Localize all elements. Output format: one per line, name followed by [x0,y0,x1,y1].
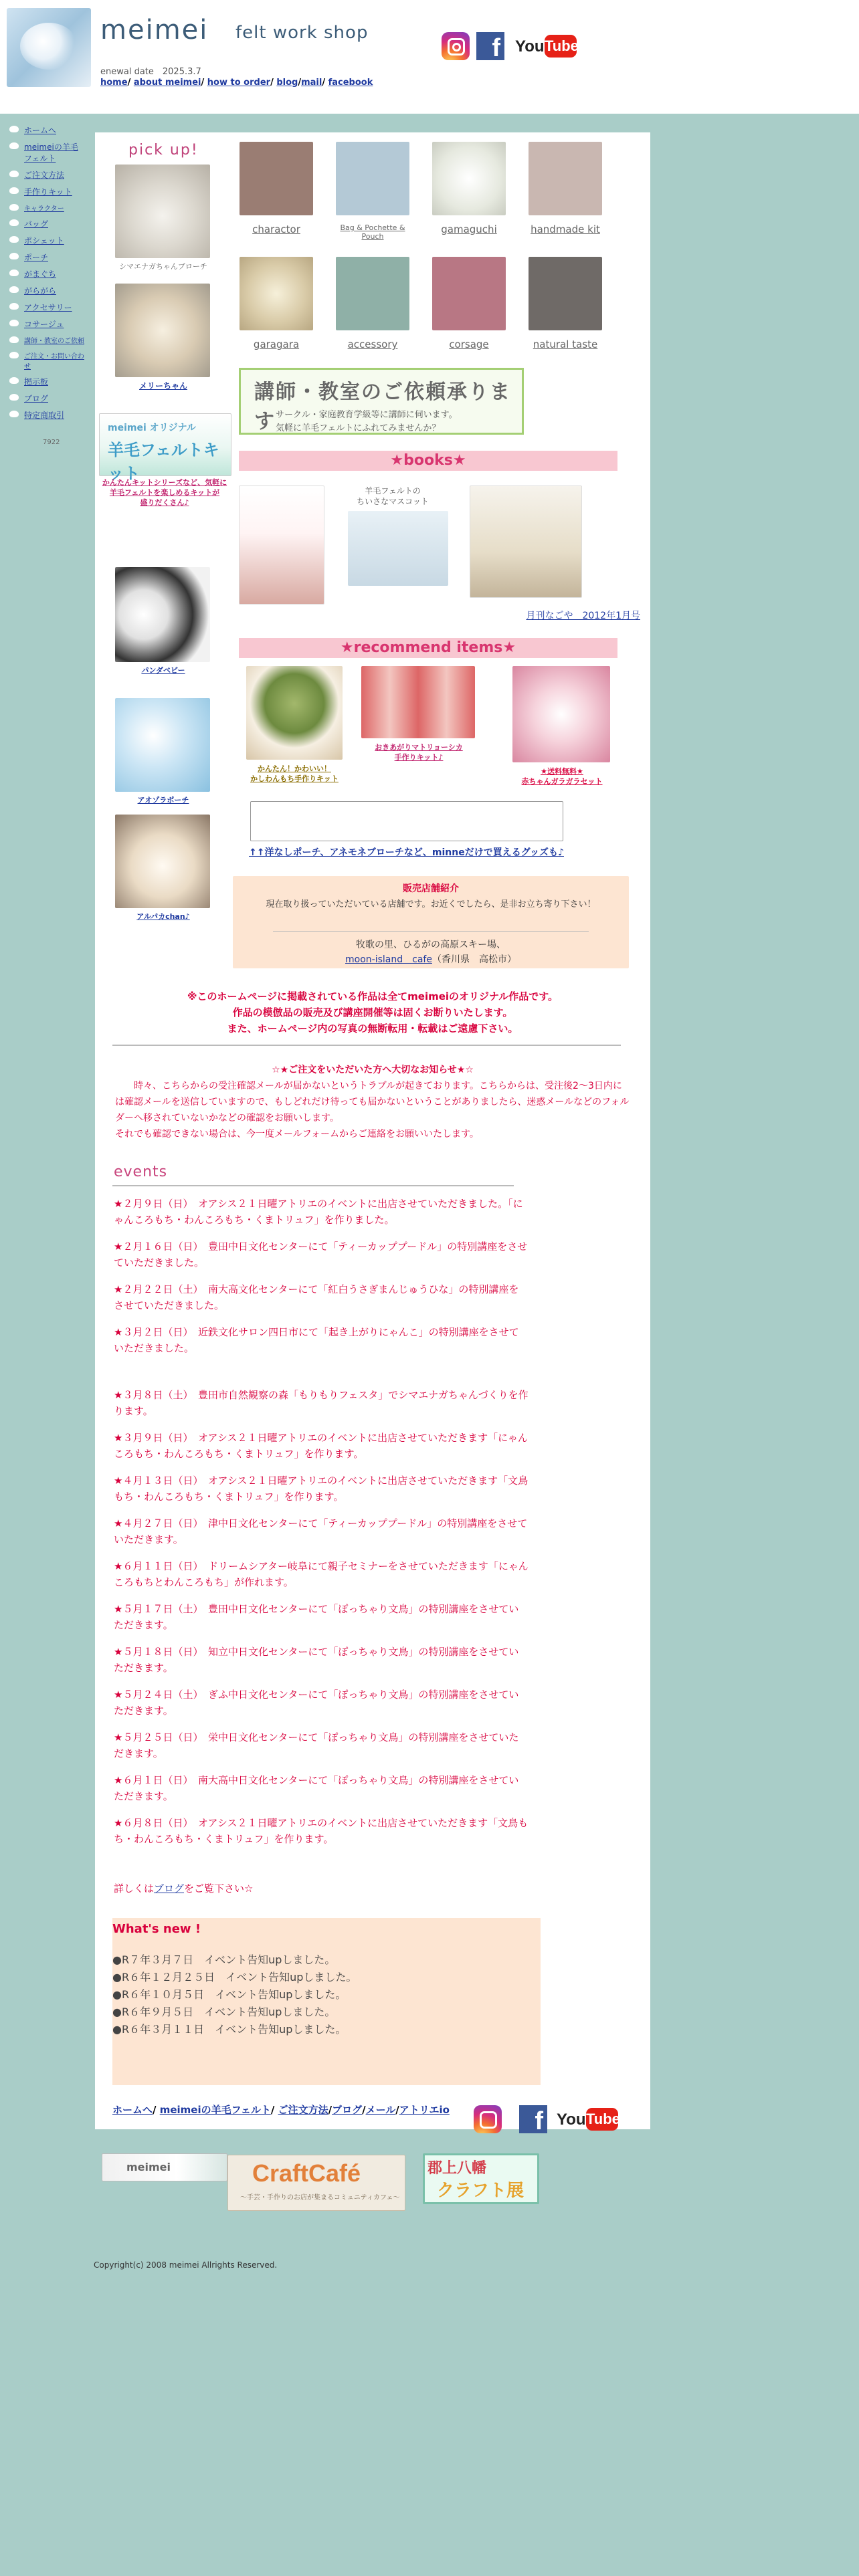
sidebar-item-felt[interactable]: meimeiの羊毛フェルト [9,141,84,164]
cloud-bullet-icon [9,286,19,293]
event-item: ★６月８日（日） オアシス２１日曜アトリエのイベントに出店させていただきます「文鳥もち・わんころもち・くまトリュフ」を作ります。 [114,1817,529,1845]
sidebar-item-gamaguchi[interactable]: がまぐち [9,268,84,280]
recommend-photo-kashiwamochi[interactable] [246,666,343,760]
event-item: ★３月８日（土） 豊田市自然観察の森「もりもりフェスタ」でシマエナガちゃんづくりを作ります。 [114,1389,529,1417]
event-item: ★３月２日（日） 近鉄文化サロン四日市にて「起き上がりにゃんこ」の特別講座をさせていただきました。 [114,1326,519,1354]
cloud-bullet-icon [9,411,19,417]
lecture-banner[interactable] [239,368,524,435]
sidebar-item-garagara[interactable]: がらがら [9,285,84,296]
category-image[interactable] [336,142,409,215]
whats-new-item: ●R７年３月７日 イベント告知upしました。 [112,1953,336,1966]
lecture-banner-line1: サークル・家庭教育学級等に講師に伺います。 [276,410,458,420]
renewal-date: enewal date 2025.3.7 [100,67,201,77]
whats-new-box [112,1918,541,2085]
events-divider [112,1185,514,1186]
footer-banner-meimei[interactable]: meimei [102,2153,227,2181]
cloud-bullet-icon [9,303,19,310]
pickup-photo-shimaenaga[interactable] [115,165,210,258]
pickup-caption-aozora-pouch[interactable]: アオゾラポーチ [137,796,189,804]
pickup-photo-merry[interactable] [115,284,210,377]
event-item: ★６月１日（日） 南大高中日文化センターにて「ぽっちゃり文鳥」の特別講座をさせていただきます。 [114,1774,519,1802]
event-item: ★５月２４日（土） ぎふ中日文化センターにて「ぽっちゃり文鳥」の特別講座をさせていただきます。 [114,1689,519,1717]
event-item: ★５月２５日（日） 栄中日文化センターにて「ぽっちゃり文鳥」の特別講座をさせていただきます。 [114,1731,519,1759]
whats-new-list [112,1951,357,2038]
cloud-bullet-icon [9,253,19,259]
sidebar-item-character[interactable]: キャラクター [9,203,84,213]
category-image[interactable] [529,257,602,330]
youtube-icon[interactable]: You Tube [515,35,575,59]
sidebar-item-board[interactable]: 掲示板 [9,376,84,387]
store-link-moon-island[interactable]: moon-island cafe [345,954,432,965]
top-nav: home/ about meimei/ how to order/ blog/mail/ facebook [100,78,373,88]
event-item: ★５月１７日（土） 豊田中日文化センターにて「ぽっちゃり文鳥」の特別講座をさせていただきます。 [114,1603,519,1631]
pickup-title: pick up! [128,142,199,158]
pickup-photo-aozora-pouch[interactable] [115,698,210,792]
nav-about[interactable]: about meimei [133,78,201,88]
event-item: ★４月１３日（日） オアシス２１日曜アトリエのイベントに出店させていただきます「文鳥もち・わんころもち・くまトリュフ」を作ります。 [114,1475,529,1503]
event-item: ★２月１６日（日） 豊田中日文化センターにて「ティーカッププードル」の特別講座をさせていただきました。 [114,1241,528,1269]
pickup-caption-alpaca[interactable]: アルパカchan♪ [136,912,190,921]
store-box-divider [273,931,589,932]
category-image[interactable] [529,142,602,215]
sidebar-nav [9,124,84,426]
order-notice [115,1062,630,1142]
event-item: ★３月９日（日） オアシス２１日曜アトリエのイベントに出店させていただきます「にゃんころもち・わんころもち・くまトリュフ」を作ります。 [114,1432,528,1460]
sidebar-item-lecture[interactable]: 講師・教室のご依頼 [9,335,84,345]
pickup-photo-alpaca[interactable] [115,815,210,908]
store-box-title: 販売店舗紹介 [403,883,459,894]
main-content [95,132,650,2133]
whats-new-item: ●R６年１２月２５日 イベント告知upしました。 [112,1971,357,1983]
nav-how-to-order[interactable]: how to order [207,78,271,88]
recommend-heading: ★recommend items★ [239,638,617,658]
footer-link-blog[interactable]: ブログ [332,2104,363,2116]
category-image[interactable] [336,257,409,330]
events-detail-line: 詳しくはブログをご覧下さい☆ [114,1883,254,1895]
cloud-bullet-icon [9,394,19,401]
sidebar-item-blog[interactable]: ブログ [9,393,84,404]
category-image[interactable] [432,142,506,215]
books-heading: ★books★ [239,451,617,471]
category-garagara[interactable]: garagara [240,257,313,350]
category-bag[interactable]: Bag & Pochette & Pouch [336,142,409,241]
copyright-notice: ※このホームページに掲載されている作品は全てmeimeiのオリジナル作品です。 作品の模倣品の販売及び講座開催等は固くお断りいたします。 また、ホームページ内の写真の無断転用・転載はご遠慮下さい。 [187,990,559,1035]
minne-banner-image[interactable] [250,801,563,841]
pickup-photo-panda[interactable] [115,567,210,662]
sidebar-item-accessory[interactable]: アクセサリー [9,302,84,313]
footer-link-atelier[interactable]: アトリエio [399,2104,450,2116]
order-notice-title: ☆★ご注文をいただいた方へ大切なお知らせ★☆ [272,1065,474,1075]
logo-image[interactable] [7,8,91,87]
pickup-caption-panda[interactable]: パンダベビー [141,666,185,675]
sidebar-item-bag[interactable]: バッグ [9,218,84,229]
category-image[interactable] [432,257,506,330]
sidebar-item-contact[interactable]: ご注文・お問い合わせ [9,350,84,370]
nav-mail[interactable]: mail [301,78,322,88]
event-item: ★２月９日（日） オアシス２１日曜アトリエのイベントに出店させていただきました。「にゃんころもち・わんころもち・くまトリュフ」を作りました。 [114,1198,523,1226]
nav-home[interactable]: home [100,78,128,88]
sidebar-item-home[interactable]: ホームへ [9,124,84,136]
nav-blog[interactable]: blog [276,78,298,88]
cloud-bullet-icon [9,171,19,177]
nav-facebook[interactable]: facebook [328,78,373,88]
pickup-caption-merry[interactable]: メリーちゃん [138,381,187,391]
sidebar-item-legal[interactable]: 特定商取引 [9,409,84,421]
kit-banner[interactable]: meimei オリジナル 羊毛フェルトキット [99,413,231,476]
recommend-caption-matryoshka[interactable]: おきあがりマトリョーシカ 手作りキット♪ [375,743,463,762]
divider-line [112,1045,621,1046]
cloud-bullet-icon [9,187,19,194]
store-location-line: moon-island cafe（香川県 高松市） [345,954,516,965]
footer-link-mail[interactable]: メール [365,2104,396,2116]
store-box-desc: 現在取り扱っていただいている店舗です。お近くでしたら、是非お立ち寄り下さい！ [266,899,596,909]
sidebar-item-pouch[interactable]: ポーチ [9,251,84,263]
footer-instagram-icon[interactable] [474,2105,502,2133]
event-item: ★４月２７日（日） 津中日文化センターにて「ティーカッププードル」の特別講座をさせていただきます。 [114,1517,528,1545]
cloud-bullet-icon [9,204,19,211]
footer-nav: ホームへ/ meimeiの羊毛フェルト/ ご注文方法/ブログ/メール/アトリエio [112,2104,450,2116]
cloud-bullet-icon [9,270,19,276]
facebook-icon[interactable]: f [476,32,504,60]
whats-new-title: What's new ! [112,1922,201,1936]
order-notice-body: 時々、こちらからの受注確認メールが届かないというトラブルが起きております。こちらからは、受注後2〜3日内には確認メールを送信していますので、もしどれだけ待っても届かないということがありましたら、迷惑メールなどのフォルダーへ移されていないかなどの確認をお願いします。 それでも確認できない場合は、今一度メールフォームからご連絡をお願いいたします。 [115,1081,630,1140]
cloud-bullet-icon [9,377,19,384]
event-item: ★６月１１日（日） ドリームシアター岐阜にて親子セミナーをさせていただきます「にゃんころもちとわんころもち」が作れます。 [114,1560,529,1588]
lecture-banner-title: 講師・教室のご依頼承ります [254,381,511,433]
instagram-icon[interactable] [442,32,470,60]
category-accessory[interactable]: accessory [336,257,409,350]
footer-link-order[interactable]: ご注文方法 [278,2104,328,2116]
shop-tagline: felt work shop [235,23,369,43]
cloud-bullet-icon [9,236,19,243]
category-image[interactable] [240,257,313,330]
book-cover-felt-works[interactable] [470,486,582,598]
whats-new-item: ●R６年９月５日 イベント告知upしました。 [112,2006,336,2018]
events-blog-link[interactable]: ブログ [154,1883,185,1895]
recommend-caption-kashiwamochi[interactable]: かんたん！かわいい！ かしわんもち手作りキット [250,764,339,783]
event-item: ★５月１８日（日） 知立中日文化センターにて「ぽっちゃり文鳥」の特別講座をさせていただきます。 [114,1646,519,1674]
cloud-bullet-icon [9,352,19,358]
site-header [0,0,859,114]
category-handmade-kit[interactable]: handmade kit [529,142,602,235]
visit-counter: 7922 [43,439,60,446]
sidebar-item-pochette[interactable]: ポシェット [9,235,84,246]
footer-youtube-icon[interactable]: You Tube [557,2108,617,2132]
cloud-bullet-icon [9,320,19,326]
footer-link-home[interactable]: ホームへ [112,2104,153,2116]
whats-new-item: ●R６年３月１１日 イベント告知upしました。 [112,2023,347,2036]
footer-banner-gujo-craft[interactable]: 郡上八幡 クラフト展 [423,2153,539,2204]
lecture-banner-line2: 気軽に羊毛フェルトにふれてみませんか？ [276,423,441,433]
recommend-photo-garagara-set[interactable] [512,666,610,762]
sidebar-item-kit[interactable]: 手作りキット [9,186,84,197]
store-name: 牧歌の里、ひるがの高原スキー場、 [356,940,506,950]
recommend-caption-garagara-set[interactable]: ★送料無料★ 赤ちゃんガラガラセット [521,767,603,786]
book-link-monthly-nagoya[interactable]: 月刊なごや 2012年1月号 [526,611,640,621]
footer-banner-craft-cafe[interactable]: CraftCafé 〜手芸・手作りのお店が集まるコミュニティカフェ〜 [227,2155,405,2211]
footer-link-felt[interactable]: meimeiの羊毛フェルト [159,2104,271,2116]
category-natural-taste[interactable]: natural taste [529,257,602,350]
category-gamaguchi[interactable]: gamaguchi [432,142,506,235]
cloud-bullet-icon [9,336,19,343]
sidebar-item-corsage[interactable]: コサージュ [9,318,84,330]
copyright: Copyright(c) 2008 meimei Allrights Reserved. [94,2260,278,2270]
category-image[interactable] [240,142,313,215]
cloud-bullet-icon [9,142,19,149]
footer-facebook-icon[interactable]: f [519,2105,547,2133]
events-title: events [114,1164,168,1180]
minne-link[interactable]: ↑↑洋なしポーチ、アネモネブローチなど、minneだけで買えるグッズも♪ [249,847,564,858]
book-cover-mascot-collection[interactable] [239,486,324,605]
kit-banner-text[interactable]: かんたんキットシリーズなど、気軽に羊毛フェルトを楽しめるキットが 盛りだくさん♪ [102,478,227,507]
recommend-photo-matryoshka[interactable] [361,666,475,738]
event-list [114,1196,529,1897]
book2-title: 羊毛フェルトの ちいさなマスコット [357,486,429,506]
category-corsage[interactable]: corsage [432,257,506,350]
event-item: ★２月２２日（土） 南大高文化センターにて「紅白うさぎまんじゅうひな」の特別講座をさせていただきました。 [114,1283,519,1311]
cloud-bullet-icon [9,219,19,226]
book-cover-small-mascot[interactable] [348,511,448,586]
pickup-caption-shimaenaga[interactable]: シマエナガちゃんブローチ [119,262,207,271]
category-charactor[interactable]: charactor [240,142,313,235]
sidebar-item-order[interactable]: ご注文方法 [9,169,84,181]
cloud-bullet-icon [9,126,19,132]
store-box [233,876,629,968]
brand-name: meimei [100,15,209,45]
whats-new-item: ●R６年１０月５日 イベント告知upしました。 [112,1988,347,2001]
